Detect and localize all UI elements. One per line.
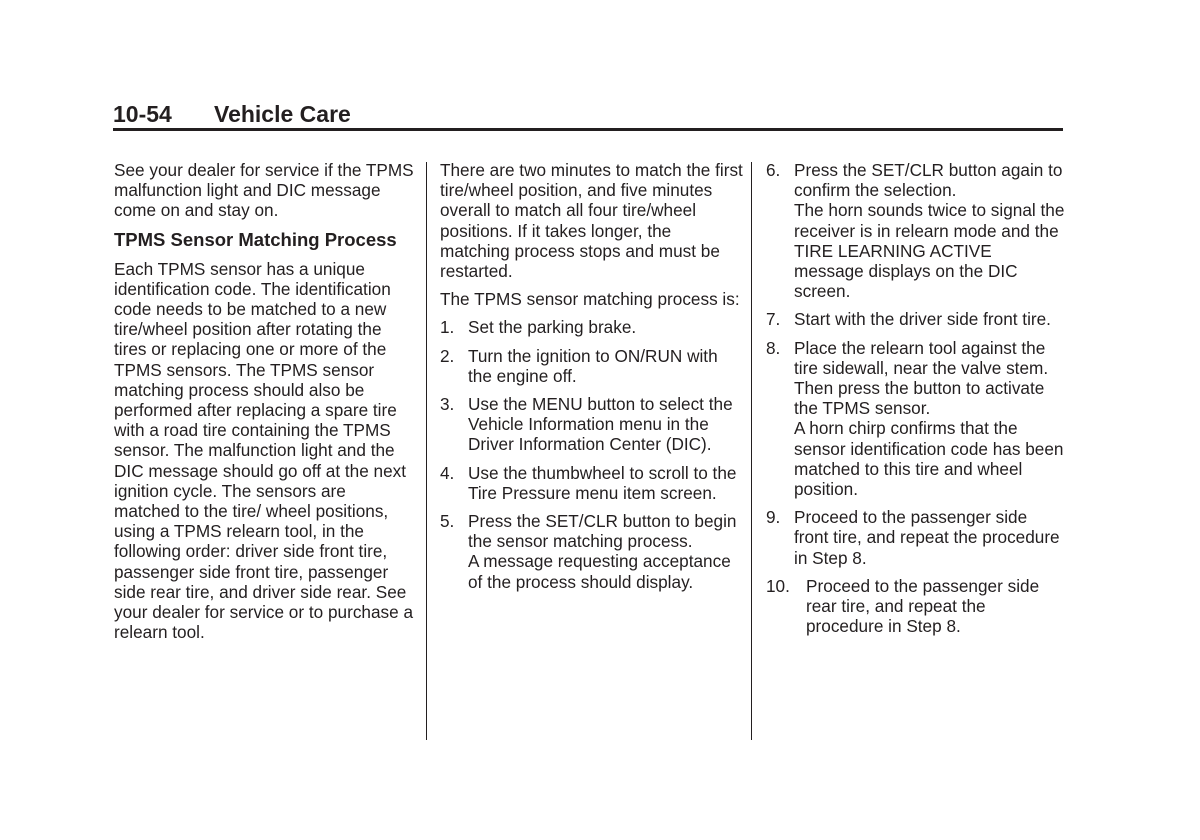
column-divider (751, 162, 752, 740)
step-text: Set the parking brake. (468, 317, 637, 338)
column-2 (440, 160, 745, 600)
step-number: 6. (766, 160, 781, 180)
step-number: 9. (766, 507, 781, 528)
step-item (440, 511, 745, 592)
step-text: Proceed to the passenger side rear tire, and repeat the procedure in Step 8. (806, 575, 1040, 637)
column-divider (426, 162, 427, 740)
step-item (440, 394, 745, 455)
step-item (766, 160, 1066, 301)
step-item (766, 507, 1066, 568)
step-item (766, 309, 1066, 329)
step-number: 4. (440, 462, 455, 483)
step-text-continued: A horn chirp confirms that the sensor identification code has been matched to this tire and wheel position. (794, 418, 1064, 500)
column-3 (766, 160, 1066, 644)
step-number: 1. (440, 317, 455, 338)
section-heading: TPMS Sensor Matching Process (114, 228, 397, 250)
page-number: 10-54 (113, 101, 172, 127)
step-item (766, 576, 1066, 637)
page-header (113, 100, 1063, 128)
step-text: Press the SET/CLR button again to confirm the selection. (794, 160, 1063, 201)
step-item (766, 338, 1066, 500)
step-note: The horn sounds twice to signal the receiver is in relearn mode and the TIRE LEARNING ACTIVE message displays on the DIC screen. (794, 200, 1065, 302)
step-item (440, 346, 745, 386)
step-number: 8. (766, 337, 781, 358)
step-number: 7. (766, 309, 781, 330)
step-text: Turn the ignition to ON/RUN with the engine off. (468, 345, 718, 386)
step-text: Use the thumbwheel to scroll to the Tire Pressure menu item screen. (468, 462, 737, 503)
column-1 (114, 160, 414, 650)
step-number: 10. (766, 575, 790, 596)
header-rule (113, 128, 1063, 131)
steps-list-continued (766, 160, 1066, 636)
step-number: 5. (440, 511, 455, 532)
step-text: Use the MENU button to select the Vehicle Information menu in the Driver Information Center (DIC). (468, 394, 733, 455)
process-lead-paragraph: The TPMS sensor matching process is: (440, 289, 740, 310)
step-note: A message requesting acceptance of the process should display. (468, 551, 731, 592)
step-number: 2. (440, 345, 455, 366)
step-text: Place the relearn tool against the tire sidewall, near the valve stem. Then press the button to activate the TPMS sensor. (794, 337, 1049, 419)
matching-description-paragraph: Each TPMS sensor has a unique identification code. The identification code needs to be matched to a new tire/wheel position after rotating the tires or replacing one or more of the TPMS sensors. The TPMS sensor matching process should also be performed after replacing a spare tire with a road tire containing the TPMS sensor. The malfunction light and the DIC message should go off at the next ignition cycle. The sensors are matched to the tire/ wheel positions, using a TPMS relearn tool, in the following order: driver side front tire, passenger side front tire, passenger side rear tire, and driver side rear. See your dealer for service or to purchase a relearn tool. (114, 258, 414, 643)
step-item (440, 463, 745, 503)
steps-list (440, 317, 745, 591)
service-intro-paragraph: See your dealer for service if the TPMS malfunction light and DIC message come on and stay on. (114, 160, 414, 221)
step-text: Start with the driver side front tire. (794, 309, 1051, 330)
step-number: 3. (440, 394, 455, 415)
step-text: Proceed to the passenger side front tire, and repeat the procedure in Step 8. (794, 507, 1060, 568)
time-limit-paragraph: There are two minutes to match the first tire/wheel position, and five minutes overall to match all four tire/wheel positions. If it takes longer, the matching process stops and must be restarted. (440, 160, 743, 282)
step-text: Press the SET/CLR button to begin the sensor matching process. (468, 511, 737, 552)
step-item (440, 317, 745, 337)
section-title: Vehicle Care (214, 101, 351, 127)
